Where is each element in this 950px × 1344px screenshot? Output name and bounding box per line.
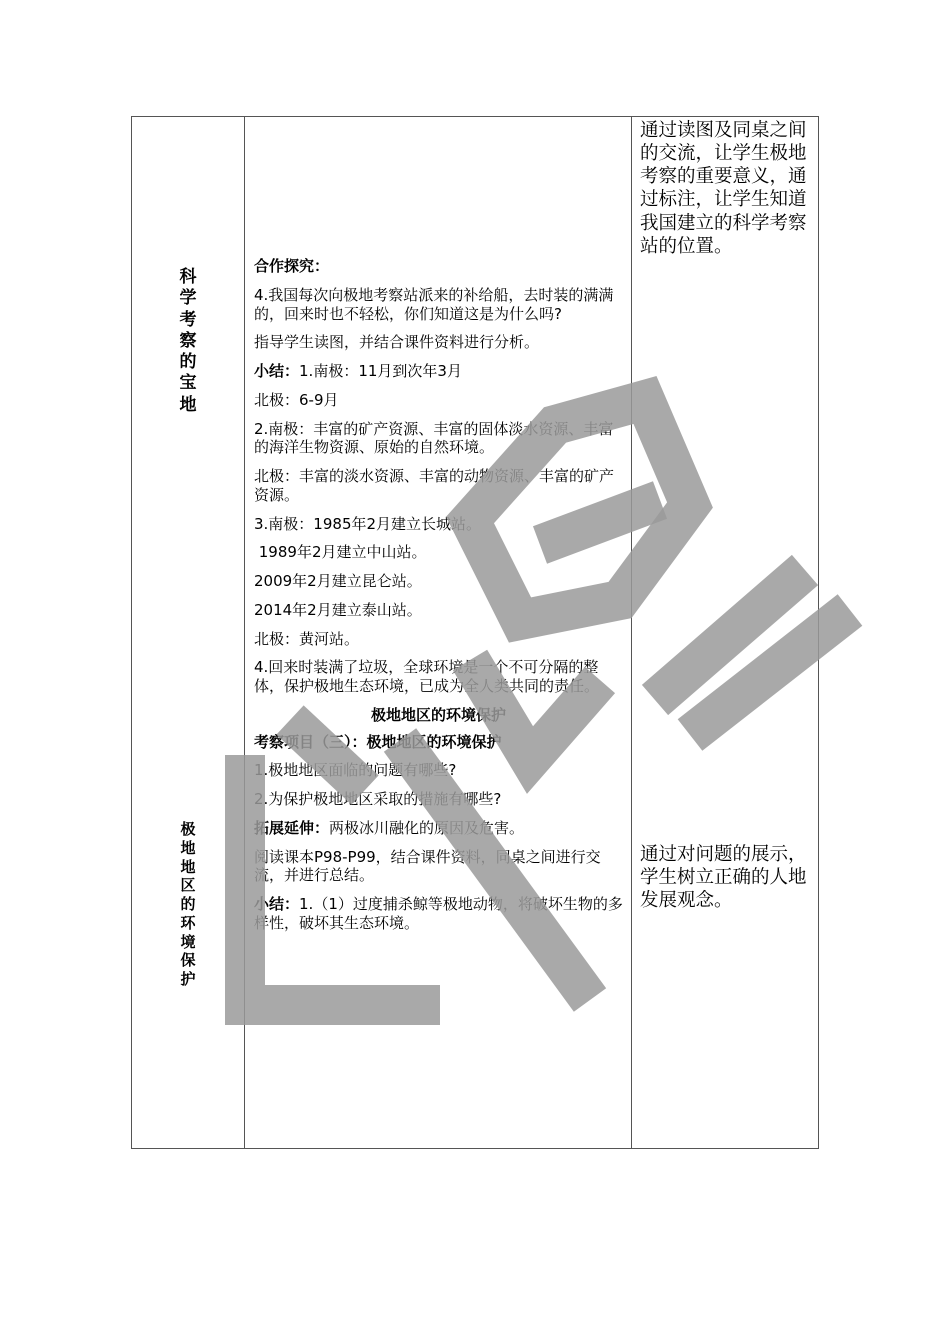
section-label-char: 地 <box>179 394 197 415</box>
section-label-science <box>132 267 244 416</box>
summary-1: 小结：1.南极：11月到次年3月 <box>254 362 462 380</box>
project-question-1: 1.极地地区面临的问题有哪些? <box>254 761 457 780</box>
project-3: 考察项目（三）：极地地区的环境保护 <box>254 732 502 751</box>
section-label-char: 护 <box>180 970 196 988</box>
section-label-char: 学 <box>179 288 197 309</box>
arctic-3: 北极：黄河站。 <box>254 629 360 648</box>
summary-3: 3.南极：1985年2月建立长城站。 <box>254 514 482 533</box>
summary-4: 4.回来时装满了垃圾，全球环境是一个不可分隔的整体，保护极地生态环境，已成为全人类共同的责任。 <box>254 658 600 695</box>
section-label-protection <box>132 820 244 989</box>
design-note-2: 通过对问题的展示，学生树立正确的人地发展观念。 <box>640 844 807 912</box>
project-question-2: 2.为保护极地地区采取的措施有哪些? <box>254 790 502 808</box>
question-4: 4.我国每次向极地考察站派来的补给船，去时装的满满的，回来时也不轻松，你们知道这是为什么吗? <box>254 285 614 323</box>
section-label-char: 考 <box>179 309 197 330</box>
section-label-char: 环 <box>180 913 196 932</box>
section-label-char: 保 <box>180 951 196 970</box>
arctic-1: 北极：6-9月 <box>254 390 339 409</box>
reading-task: 阅读课本P98-P99，结合课件资料，同桌之间进行交流，并进行总结。 <box>254 847 601 885</box>
main-content <box>245 117 632 1148</box>
station-1989: 1989年2月建立中山站。 <box>254 543 427 562</box>
section-label-char: 宝 <box>179 373 197 394</box>
guide-text: 指导学生读图，并结合课件资料进行分析。 <box>254 333 540 352</box>
section-label-char: 地 <box>180 838 196 857</box>
section-label-char: 地 <box>180 857 196 876</box>
section-heading: 极地地区的环境保护 <box>370 705 506 724</box>
section-label-char: 的 <box>180 895 196 913</box>
extension: 拓展延伸：两极冰川融化的原因及危害。 <box>254 818 525 837</box>
arctic-2: 北极：丰富的淡水资源、丰富的动物资源、丰富的矿产资源。 <box>254 467 615 504</box>
design-note-1: 通过读图及同桌之间的交流，让学生极地考察的重要意义，通过标注，让学生知道我国建立的科学考察站的位置。 <box>640 120 807 257</box>
section-label-char: 的 <box>179 352 197 372</box>
summary-protection: 小结：1.（1）过度捕杀鲸等极地动物，将破坏生物的多样性，破坏其生态环境。 <box>254 895 623 932</box>
station-2009: 2009年2月建立昆仑站。 <box>254 572 422 590</box>
summary-2: 2.南极：丰富的矿产资源、丰富的固体淡水资源、丰富的海洋生物资源、原始的自然环境。 <box>254 419 614 457</box>
section-label-char: 科 <box>179 267 197 287</box>
section-label-char: 境 <box>180 932 196 951</box>
lesson-table <box>131 116 819 1149</box>
section-label-char: 察 <box>179 330 197 351</box>
section-label-char: 区 <box>180 876 196 895</box>
cooperation-label: 合作探究： <box>254 257 330 275</box>
section-label-char: 极 <box>180 820 196 838</box>
station-2014: 2014年2月建立泰山站。 <box>254 600 422 619</box>
